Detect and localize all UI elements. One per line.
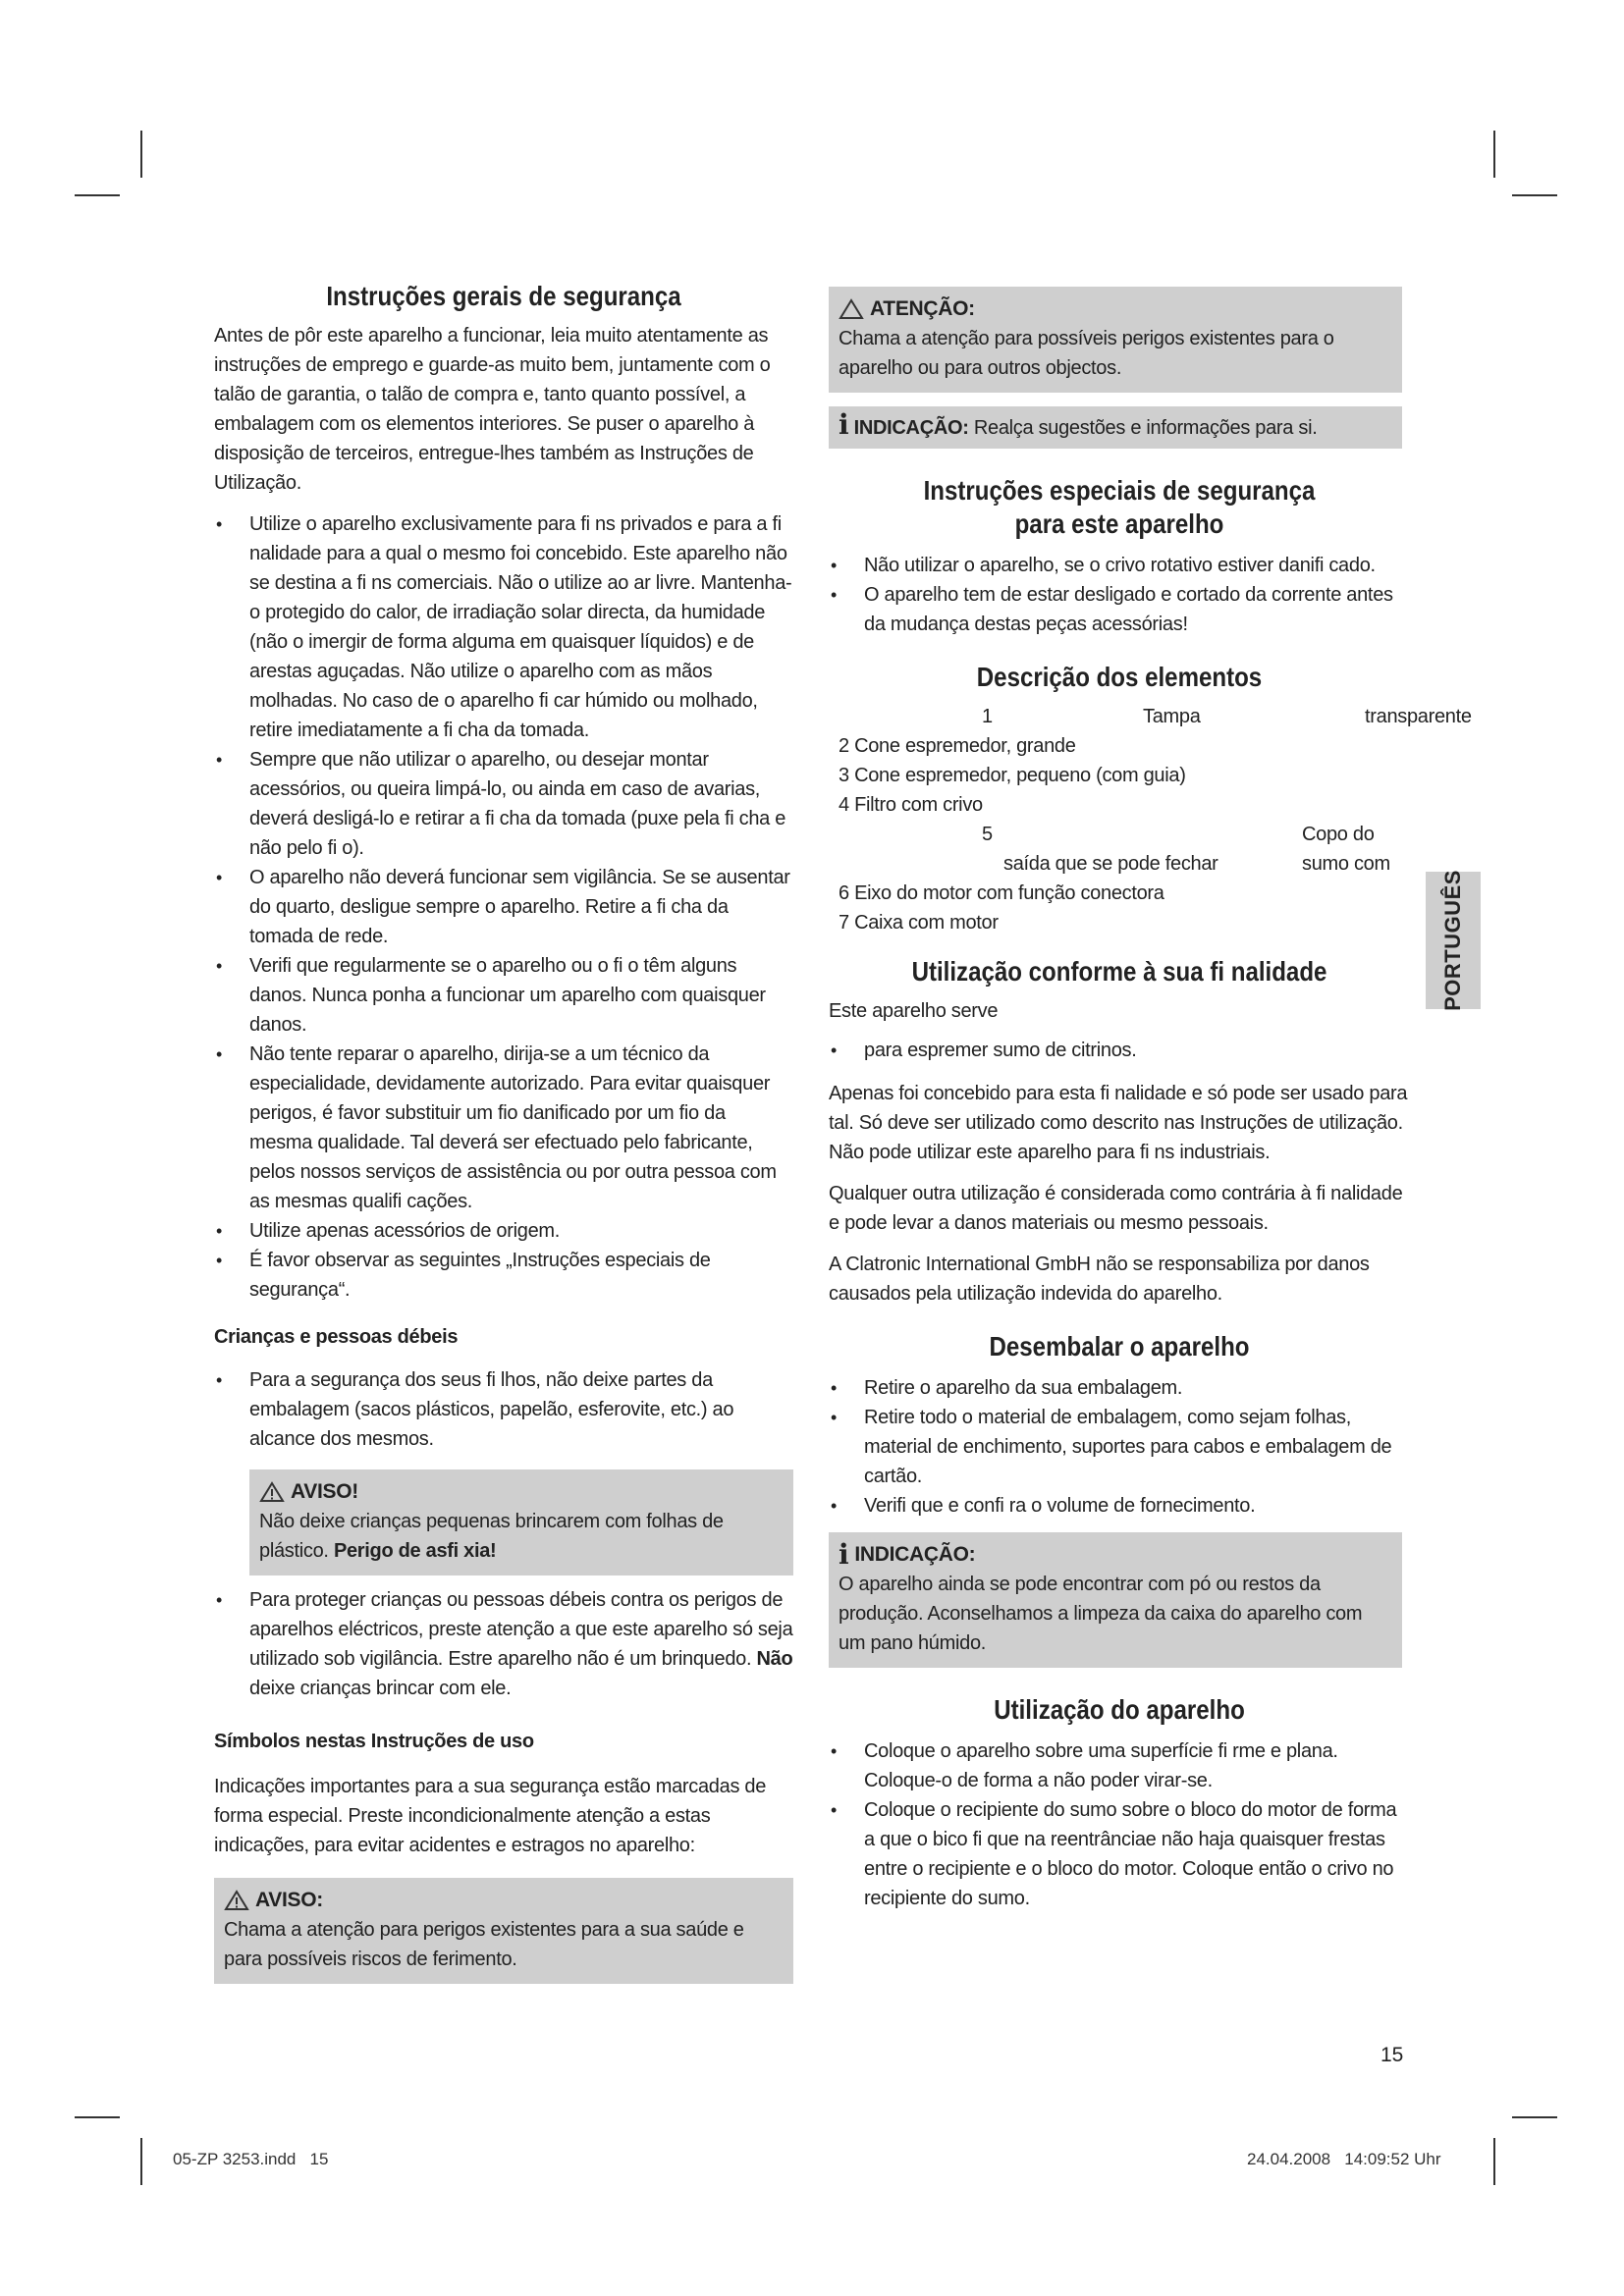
list-item: • Utilize apenas acessórios de origem. xyxy=(214,1216,793,1246)
children-list xyxy=(214,1365,793,1454)
crop-mark xyxy=(1512,2116,1557,2118)
symbols-text: Indicações importantes para a sua segurança estão marcadas de forma especial. Preste incondicionalmente atenção a estas indicações, para evitar acidentes e estragos no aparelho: xyxy=(214,1776,767,1856)
list-item: • O aparelho não deverá funcionar sem vigilância. Se se ausentar do quarto, desligue sempre o aparelho. Retire a fi cha da tomada de rede. xyxy=(214,863,793,951)
crop-mark xyxy=(75,2116,120,2118)
list-item: • Sempre que não utilizar o aparelho, ou desejar montar acessórios, ou queira limpá-lo, ou ainda em caso de avarias, deverá desligá-lo e retirar a fi cha da tomada (puxe pela fi cha e não pelo fi o). xyxy=(214,745,793,863)
list-item: • É favor observar as seguintes „Instruções especiais de segurança“. xyxy=(214,1246,793,1305)
list-item: • Não tente reparar o aparelho, dirija-se a um técnico da especialidade, devidamente autorizado. Para evitar quaisquer perigos, é favor substituir um fio danificado por um fio da mesma qualidade. Tal deverá ser efectuado pelo fabricante, pelos nossos serviços de assistência ou por outra pessoa com as mesmas qualifi cações. xyxy=(214,1040,793,1216)
aviso-text: Chama a atenção para perigos existentes para a sua saúde e para possíveis riscos de ferimento. xyxy=(224,1919,744,1970)
list-item: • Coloque o recipiente do sumo sobre o bloco do motor de forma a que o bico fi que na reentrânciae não haja quaisquer frestas entre o recipiente e o bloco do motor. Coloque então o crivo no recipiente do sumo. xyxy=(829,1795,1410,1913)
list-item: saída que se pode fechar xyxy=(1003,853,1218,875)
crop-mark xyxy=(140,2138,142,2185)
list-item: 3 Cone espremedor, pequeno (com guia) xyxy=(839,765,1186,786)
language-tab: PORTUGUÊS xyxy=(1426,872,1481,1009)
warning-triangle-icon xyxy=(259,1481,285,1503)
left-column xyxy=(214,280,793,1984)
aviso-header xyxy=(259,1477,784,1507)
indicacao-label: INDICAÇÃO: xyxy=(854,1543,976,1566)
warning-triangle-icon xyxy=(839,298,864,320)
aviso-text: Não deixe crianças pequenas brincarem com folhas de plástico. Perigo de asfi xia! xyxy=(259,1511,724,1562)
list-item: • Retire todo o material de embalagem, como sejam folhas, material de enchimento, suportes para cabos e embalagem de cartão. xyxy=(829,1403,1410,1491)
operate-list xyxy=(829,1736,1410,1913)
crop-mark xyxy=(1493,131,1495,178)
intended-use-intro: Este aparelho serve xyxy=(829,1000,999,1022)
list-item: • Utilize o aparelho exclusivamente para fi ns privados e para a fi nalidade para a qual o mesmo foi concebido. Este aparelho não se destina a fi ns comerciais. Não o utilize ao ar livre. Mantenha-o protegido do calor, de irradiação solar directa, da humidade (não o imergir de forma alguma em quaisquer líquidos) e de arestas aguçadas. Não utilize o aparelho com as mãos molhadas. No caso de o aparelho fi car húmido ou molhado, retire imediatamente a fi cha da tomada. xyxy=(214,509,793,745)
special-safety-list xyxy=(829,551,1410,639)
aviso-label: AVISO! xyxy=(291,1480,358,1503)
indicacao-text: Realça sugestões e informações para si. xyxy=(973,417,1318,439)
list-item: • Coloque o aparelho sobre uma superfície fi rme e plana. Coloque-o de forma a não poder virar-se. xyxy=(829,1736,1410,1795)
warning-triangle-icon xyxy=(224,1890,249,1911)
operate-title: Utilização do aparelho xyxy=(994,1694,1245,1725)
atencao-text: Chama a atenção para possíveis perigos existentes para o aparelho ou para outros objectos. xyxy=(839,328,1334,379)
info-icon: i xyxy=(839,408,849,441)
general-safety-list xyxy=(214,509,793,1305)
footer-file: 05-ZP 3253.indd 15 xyxy=(173,2150,329,2168)
aviso-label: AVISO: xyxy=(255,1889,323,1911)
page-number: 15 xyxy=(1380,2044,1404,2066)
unpack-list xyxy=(829,1373,1410,1521)
list-item: • O aparelho tem de estar desligado e cortado da corrente antes da mudança destas peças acessórias! xyxy=(829,580,1410,639)
list-item: • para espremer sumo de citrinos. xyxy=(829,1036,1410,1065)
atencao-header xyxy=(839,294,1392,324)
indicacao-header xyxy=(839,1540,1392,1570)
children-list-2 xyxy=(214,1585,793,1703)
aviso-box xyxy=(249,1469,793,1575)
intended-use-paragraph: Apenas foi concebido para esta fi nalidade e só pode ser usado para tal. Só deve ser utilizado como descrito nas Instruções de utilização. Não pode utilizar este aparelho para fi ns industriais. xyxy=(829,1083,1408,1163)
intended-use-title: Utilização conforme à sua fi nalidade xyxy=(911,956,1327,987)
crop-mark xyxy=(75,194,120,196)
symbols-heading: Símbolos nestas Instruções de uso xyxy=(214,1731,534,1752)
special-safety-title: Instruções especiais de segurança para este aparelho xyxy=(923,475,1316,539)
elements-list xyxy=(829,702,1472,937)
footer-timestamp: 24.04.2008 14:09:52 Uhr xyxy=(1247,2150,1441,2168)
aviso-header xyxy=(224,1886,784,1915)
list-item: • Verifi que e confi ra o volume de fornecimento. xyxy=(829,1491,1410,1521)
intended-use-paragraph: Qualquer outra utilização é considerada como contrária à fi nalidade e pode levar a danos materiais ou mesmo pessoais. xyxy=(829,1183,1403,1234)
list-item: 6 Eixo do motor com função conectora xyxy=(839,882,1164,904)
unpack-title: Desembalar o aparelho xyxy=(989,1331,1250,1362)
general-safety-title: Instruções gerais de segurança xyxy=(326,281,681,311)
info-icon: i xyxy=(839,1538,849,1571)
list-item: • Verifi que regularmente se o aparelho ou o fi o têm alguns danos. Nunca ponha a funcionar um aparelho com quaisquer danos. xyxy=(214,951,793,1040)
list-item: • Não utilizar o aparelho, se o crivo rotativo estiver danifi cado. xyxy=(829,551,1410,580)
crop-mark xyxy=(1493,2138,1495,2185)
aviso-box-2 xyxy=(214,1878,793,1984)
indicacao-label: INDICAÇÃO: xyxy=(853,417,969,439)
atencao-label: ATENÇÃO: xyxy=(870,297,975,320)
intended-use-paragraph: A Clatronic International GmbH não se responsabiliza por danos causados pela utilização indevida do aparelho. xyxy=(829,1254,1370,1305)
list-item: 7 Caixa com motor xyxy=(839,912,999,934)
list-item: • Para proteger crianças ou pessoas débeis contra os perigos de aparelhos eléctricos, preste atenção a que este aparelho só seja utilizado sob vigilância. Estre aparelho não é um brinquedo. Não deixe crianças brincar com ele. xyxy=(214,1585,793,1703)
general-safety-intro: Antes de pôr este aparelho a funcionar, leia muito atentamente as instruções de emprego e guarde-as muito bem, juntamente com o talão de garantia, o talão de compra e, tanto quanto possível, a embalagem com os elementos interiores. Se puser o aparelho à disposição de terceiros, entregue-lhes também as Instruções de Utilização. xyxy=(214,325,771,494)
intended-use-list xyxy=(829,1036,1410,1065)
children-heading: Crianças e pessoas débeis xyxy=(214,1326,459,1348)
list-item: 4 Filtro com crivo xyxy=(839,794,983,816)
atencao-box xyxy=(829,287,1402,393)
indicacao-box xyxy=(829,406,1402,449)
list-item: • Para a segurança dos seus fi lhos, não deixe partes da embalagem (sacos plásticos, papelão, esferovite, etc.) ao alcance dos mesmos. xyxy=(214,1365,793,1454)
list-item: 5 Copo do sumo com xyxy=(982,824,1390,875)
list-item: 2 Cone espremedor, grande xyxy=(839,735,1076,757)
list-item: • Retire o aparelho da sua embalagem. xyxy=(829,1373,1410,1403)
list-item: 1 Tampa transparente xyxy=(982,706,1472,727)
elements-title: Descrição dos elementos xyxy=(976,662,1263,692)
indicacao-box-2 xyxy=(829,1532,1402,1668)
crop-mark xyxy=(1512,194,1557,196)
aviso-emphasis: Perigo de asfi xia! xyxy=(333,1540,497,1562)
indicacao-text: O aparelho ainda se pode encontrar com pó ou restos da produção. Aconselhamos a limpeza da caixa do aparelho com um pano húmido. xyxy=(839,1574,1363,1654)
crop-mark xyxy=(140,131,142,178)
